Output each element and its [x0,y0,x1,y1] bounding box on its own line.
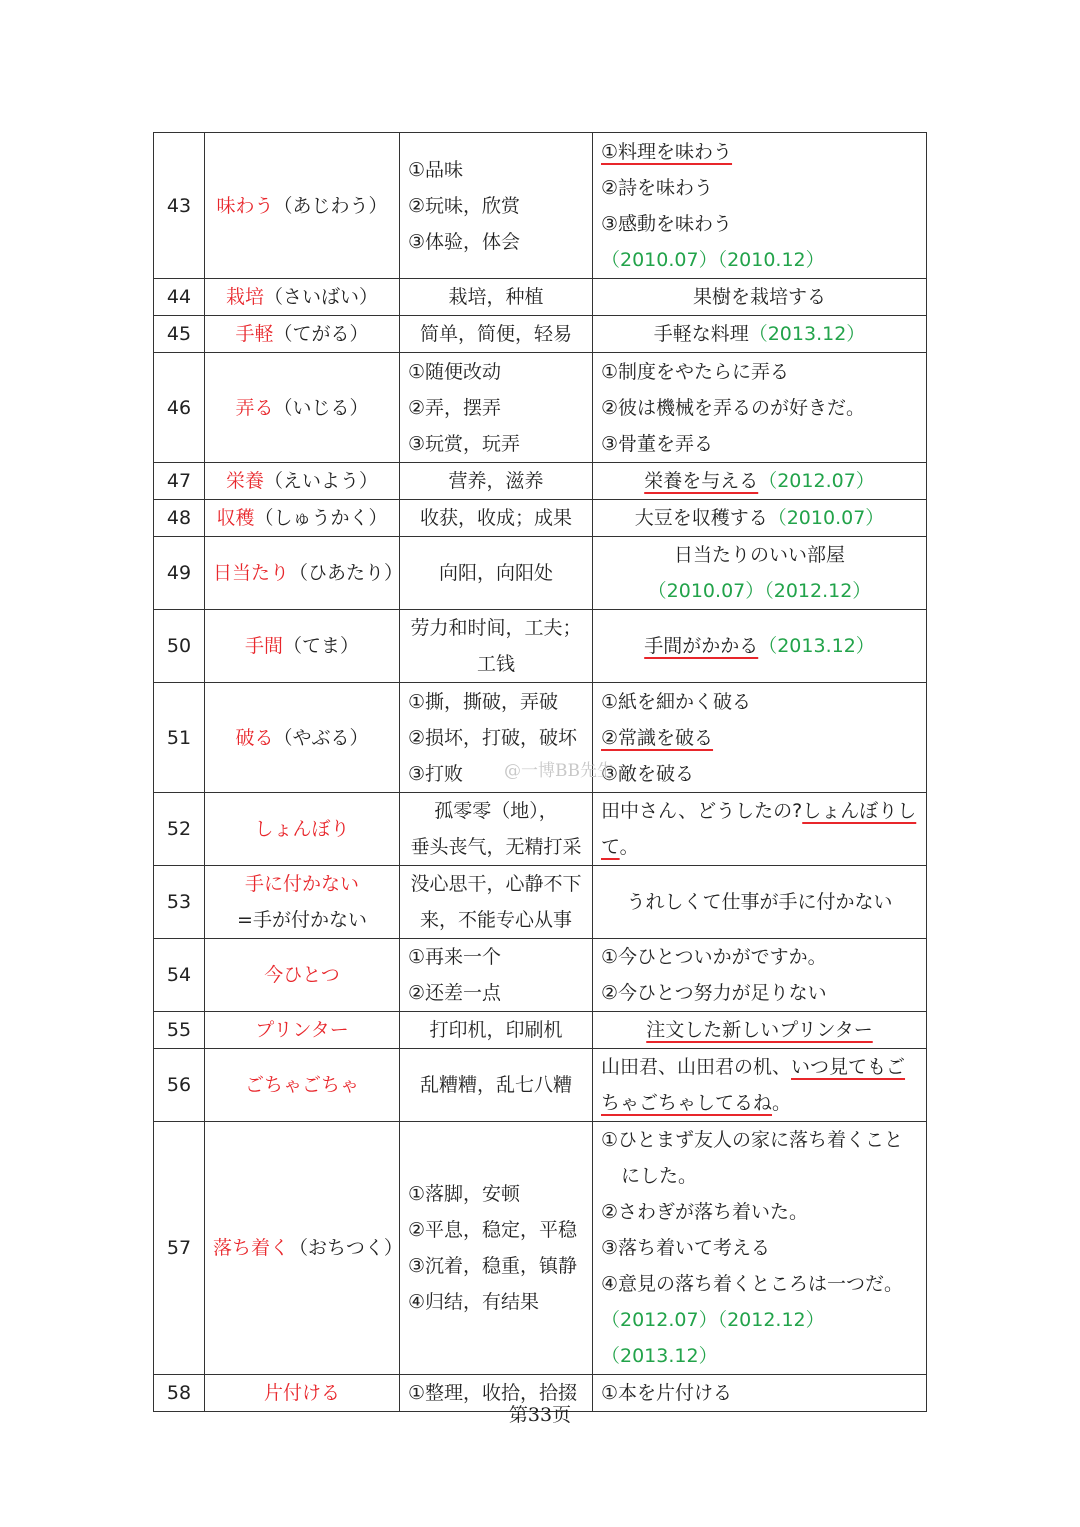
example-cell: 日当たりのいい部屋 （2010.07）（2012.12） [593,537,927,610]
table-row [154,1122,927,1375]
meaning-cell: 没心思干，心静不下 来，不能专心从事 [400,866,593,939]
vocab-word: 日当たり（ひあたり） [205,537,400,610]
example-cell: ①今ひとついかがですか。 ②今ひとつ努力が足りない [593,939,927,1012]
vocab-word: 落ち着く（おちつく） [205,1122,400,1375]
row-number: 43 [154,133,205,279]
table-row [154,537,927,610]
row-number: 49 [154,537,205,610]
example-cell: うれしくて仕事が手に付かない [593,866,927,939]
row-number: 57 [154,1122,205,1375]
example-cell: ①制度をやたらに弄る ②彼は機械を弄るのが好きだ。 ③骨董を弄る [593,353,927,463]
example-cell: ①紙を細かく破る ②常識を破る ③敵を破る [593,683,927,793]
table-row [154,866,927,939]
meaning-cell: ①随便改动 ②弄，摆弄 ③玩赏，玩弄 [400,353,593,463]
meaning-cell: 乱糟糟，乱七八糟 [400,1049,593,1122]
row-number: 56 [154,1049,205,1122]
table-row [154,133,927,279]
vocab-word: しょんぼり [205,793,400,866]
row-number: 53 [154,866,205,939]
vocab-word: 今ひとつ [205,939,400,1012]
table-row [154,1049,927,1122]
row-number: 52 [154,793,205,866]
vocab-word: 弄る（いじる） [205,353,400,463]
meaning-cell: ①再来一个 ②还差一点 [400,939,593,1012]
example-cell: 山田君、山田君の机、いつ見てもご ちゃごちゃしてるね。 [593,1049,927,1122]
table-row [154,793,927,866]
example-cell: ①ひとまず友人の家に落ち着くこと にした。 ②さわぎが落ち着いた。 ③落ち着いて考える ④意見の落ち着くところは一つだ。 （2012.07）（2012.12）（2013.12） [593,1122,927,1375]
vocab-word: 片付ける [205,1375,400,1412]
example-cell: 注文した新しいプリンター [593,1012,927,1049]
vocab-word: 収穫（しゅうかく） [205,500,400,537]
row-number: 48 [154,500,205,537]
vocab-word: ごちゃごちゃ [205,1049,400,1122]
vocab-word: プリンター [205,1012,400,1049]
vocab-word: 手に付かない =手が付かない [205,866,400,939]
vocab-word: 破る（やぶる） [205,683,400,793]
row-number: 51 [154,683,205,793]
vocab-word: 栄養（えいよう） [205,463,400,500]
row-number: 44 [154,279,205,316]
vocab-word: 手間（てま） [205,610,400,683]
exam-dates: （2012.07）（2012.12）（2013.12） [601,1309,825,1367]
row-number: 50 [154,610,205,683]
meaning-cell: 向阳，向阳处 [400,537,593,610]
example-cell: 田中さん、どうしたの?しょんぼりし て。 [593,793,927,866]
row-number: 55 [154,1012,205,1049]
example-cell: 大豆を収穫する（2010.07） [593,500,927,537]
table-row [154,500,927,537]
meaning-cell: 打印机，印刷机 [400,1012,593,1049]
row-number: 46 [154,353,205,463]
row-number: 47 [154,463,205,500]
table-row [154,939,927,1012]
example-cell: 果樹を栽培する [593,279,927,316]
meaning-cell: ①落脚，安顿 ②平息，稳定，平稳 ③沉着，稳重，镇静 ④归结，有结果 [400,1122,593,1375]
row-number: 54 [154,939,205,1012]
meaning-cell: ①品味 ②玩味，欣赏 ③体验，体会 [400,133,593,279]
example-cell: 栄養を与える（2012.07） [593,463,927,500]
example-cell: 手間がかかる（2013.12） [593,610,927,683]
table-row [154,279,927,316]
table-row [154,610,927,683]
example-cell: ①料理を味わう ②詩を味わう ③感動を味わう （2010.07）（2010.12） [593,133,927,279]
table-row [154,316,927,353]
vocab-word: 手軽（てがる） [205,316,400,353]
vocab-word: 味わう（あじわう） [205,133,400,279]
vocab-word: 栽培（さいばい） [205,279,400,316]
meaning-cell: 营养，滋养 [400,463,593,500]
table-row [154,353,927,463]
meaning-cell: ①整理，收拾，拾掇 [400,1375,593,1412]
row-number: 45 [154,316,205,353]
meaning-cell: 孤零零（地）， 垂头丧气，无精打采 [400,793,593,866]
table-row [154,463,927,500]
example-cell: 手軽な料理（2013.12） [593,316,927,353]
row-number: 58 [154,1375,205,1412]
meaning-cell: 收获，收成；成果 [400,500,593,537]
meaning-cell: ①撕，撕破，弄破 ②损坏，打破，破坏 ③打败 [400,683,593,793]
table-row [154,1012,927,1049]
meaning-cell: 简单，简便，轻易 [400,316,593,353]
watermark: @一博BB先生 [504,761,614,781]
example-cell: ①本を片付ける [593,1375,927,1412]
meaning-cell: 栽培，种植 [400,279,593,316]
exam-dates: （2010.07）（2010.12） [601,248,825,271]
page-number: 第33页 [508,1404,572,1426]
meaning-cell: 劳力和时间，工夫； 工钱 [400,610,593,683]
